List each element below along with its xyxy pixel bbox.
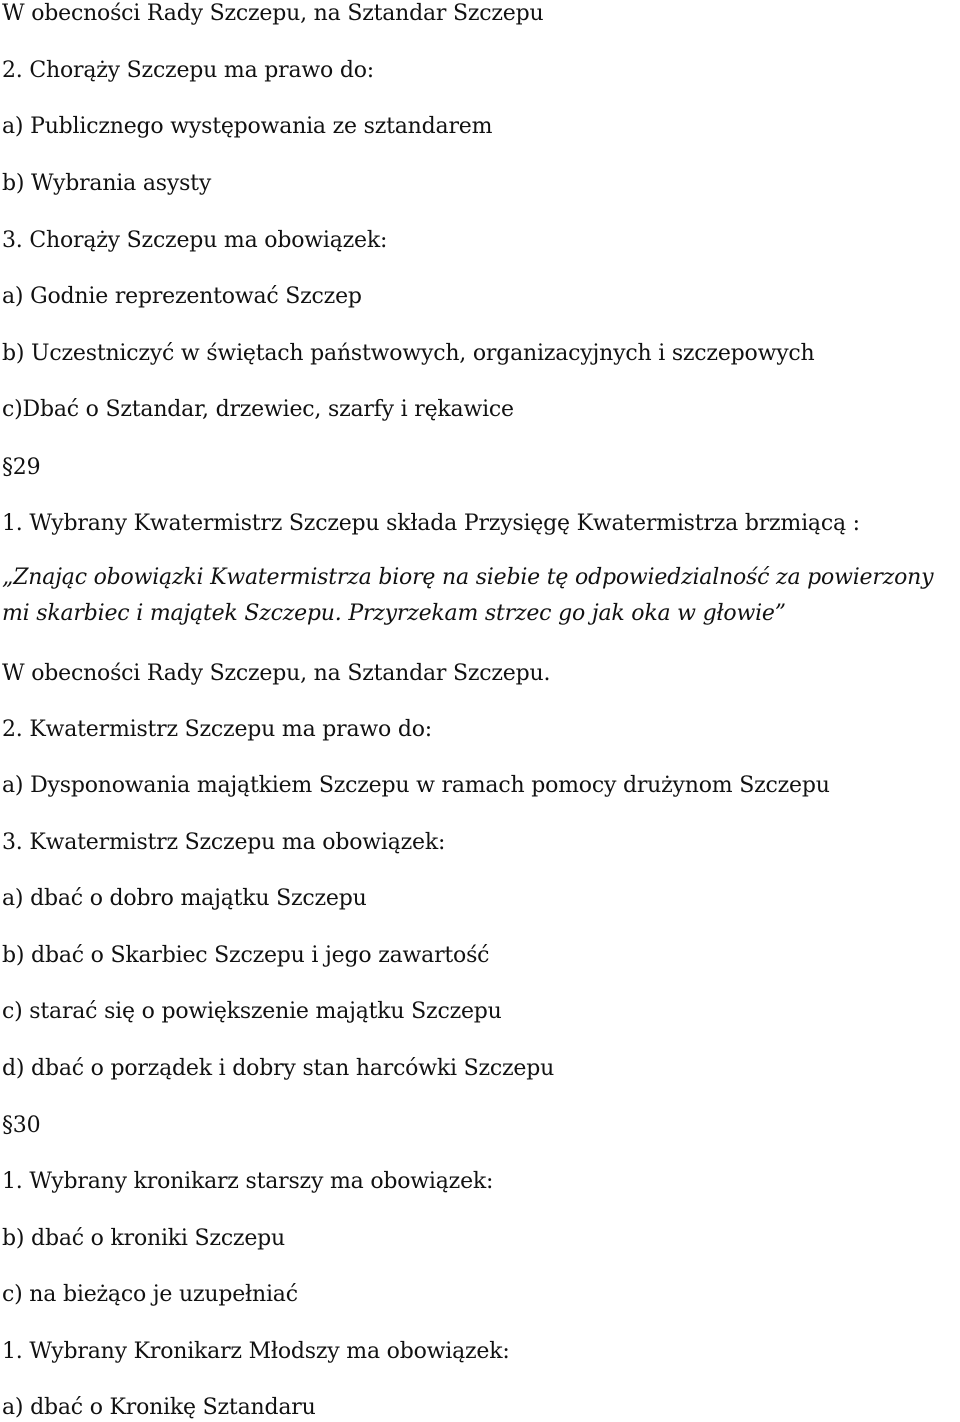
- text-line: 3. Kwatermistrz Szczepu ma obowiązek:: [2, 830, 446, 855]
- text-line: 2. Chorąży Szczepu ma prawo do:: [2, 58, 375, 83]
- section-heading: §30: [2, 1113, 41, 1138]
- text-line: 2. Kwatermistrz Szczepu ma prawo do:: [2, 717, 433, 742]
- text-line: W obecności Rady Szczepu, na Sztandar Szczepu.: [2, 661, 551, 686]
- section-heading: §29: [2, 455, 41, 480]
- text-line: a) Godnie reprezentować Szczep: [2, 284, 362, 309]
- text-line: d) dbać o porządek i dobry stan harcówki Szczepu: [2, 1056, 555, 1081]
- text-line: b) Wybrania asysty: [2, 171, 212, 196]
- text-line: a) Publicznego występowania ze sztandarem: [2, 114, 493, 139]
- text-line: a) dbać o dobro majątku Szczepu: [2, 886, 367, 911]
- text-line: 1. Wybrany kronikarz starszy ma obowiązek:: [2, 1169, 494, 1194]
- text-line: 3. Chorąży Szczepu ma obowiązek:: [2, 228, 388, 253]
- text-line: a) dbać o Kronikę Sztandaru: [2, 1395, 316, 1420]
- text-line: 1. Wybrany Kronikarz Młodszy ma obowiązek:: [2, 1339, 510, 1364]
- oath-quote: „Znając obowiązki Kwatermistrza biorę na siebie tę odpowiedzialność za powierzony mi skarbiec i majątek Szczepu. Przyrzekam strzec go jak oka w głowie”: [2, 565, 934, 626]
- text-line: b) dbać o Skarbiec Szczepu i jego zawartość: [2, 943, 490, 968]
- text-line: b) Uczestniczyć w świętach państwowych, organizacyjnych i szczepowych: [2, 341, 815, 366]
- text-line: W obecności Rady Szczepu, na Sztandar Szczepu: [2, 1, 544, 26]
- text-line: a) Dysponowania majątkiem Szczepu w ramach pomocy drużynom Szczepu: [2, 773, 830, 798]
- text-line: c)Dbać o Sztandar, drzewiec, szarfy i rękawice: [2, 397, 514, 422]
- text-line: c) na bieżąco je uzupełniać: [2, 1282, 298, 1307]
- text-line: 1. Wybrany Kwatermistrz Szczepu składa Przysięgę Kwatermistrza brzmiącą :: [2, 511, 860, 536]
- text-line: c) starać się o powiększenie majątku Szczepu: [2, 999, 502, 1024]
- text-line: b) dbać o kroniki Szczepu: [2, 1226, 285, 1251]
